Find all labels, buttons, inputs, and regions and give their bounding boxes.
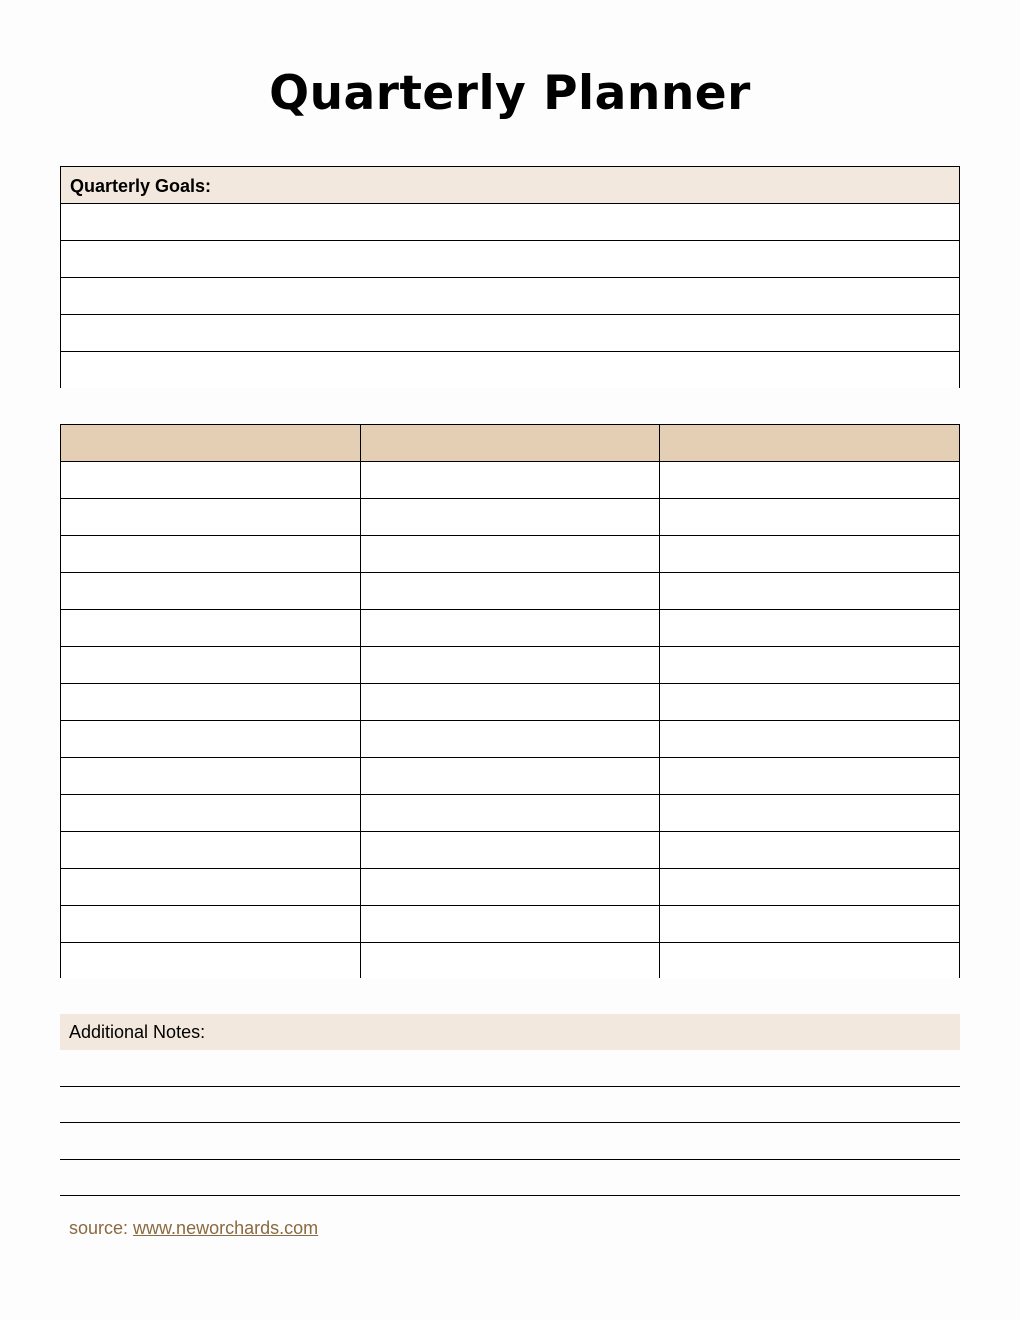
goal-entry-row[interactable] xyxy=(61,352,959,388)
planner-table-cell[interactable] xyxy=(660,721,959,757)
planner-table-header-cell[interactable] xyxy=(61,425,361,461)
goal-entry-row[interactable] xyxy=(61,204,959,241)
planner-table-cell[interactable] xyxy=(361,832,661,868)
planner-table-row xyxy=(61,758,959,795)
planner-table-cell[interactable] xyxy=(660,499,959,535)
planner-table-header-cell[interactable] xyxy=(361,425,661,461)
planner-table-row xyxy=(61,536,959,573)
additional-notes-header: Additional Notes: xyxy=(60,1014,960,1050)
planner-table-row xyxy=(61,647,959,684)
planner-table-cell[interactable] xyxy=(660,795,959,831)
planner-table-cell[interactable] xyxy=(361,499,661,535)
planner-table-cell[interactable] xyxy=(361,684,661,720)
planner-table-cell[interactable] xyxy=(660,536,959,572)
planner-table-row xyxy=(61,573,959,610)
planner-table-cell[interactable] xyxy=(660,943,959,978)
page-title: Quarterly Planner xyxy=(269,66,751,121)
planner-table-cell[interactable] xyxy=(660,462,959,498)
planner-table-cell[interactable] xyxy=(61,462,361,498)
planner-table-cell[interactable] xyxy=(61,906,361,942)
note-line[interactable] xyxy=(60,1160,960,1197)
note-line[interactable] xyxy=(60,1087,960,1124)
planner-table-cell[interactable] xyxy=(61,684,361,720)
planner-table-row xyxy=(61,943,959,978)
planner-table-cell[interactable] xyxy=(660,684,959,720)
planner-table-row xyxy=(61,906,959,943)
planner-table-row xyxy=(61,795,959,832)
planner-table-cell[interactable] xyxy=(361,906,661,942)
quarterly-goals-rows xyxy=(61,204,959,388)
planner-table-cell[interactable] xyxy=(660,610,959,646)
source-prefix: source: xyxy=(69,1218,129,1238)
planner-table-row xyxy=(61,869,959,906)
planner-table-row xyxy=(61,610,959,647)
planner-table-cell[interactable] xyxy=(61,499,361,535)
note-line[interactable] xyxy=(60,1050,960,1087)
planner-table-cell[interactable] xyxy=(61,647,361,683)
planner-table-cell[interactable] xyxy=(660,869,959,905)
quarterly-goals-header: Quarterly Goals: xyxy=(61,167,959,204)
planner-table-cell[interactable] xyxy=(61,832,361,868)
planner-table-cell[interactable] xyxy=(361,869,661,905)
planner-table-row xyxy=(61,832,959,869)
planner-table-cell[interactable] xyxy=(660,906,959,942)
quarterly-goals-box xyxy=(60,166,960,388)
planner-table-cell[interactable] xyxy=(361,795,661,831)
goal-entry-row[interactable] xyxy=(61,278,959,315)
planner-table-cell[interactable] xyxy=(361,943,661,978)
planner-table-cell[interactable] xyxy=(660,647,959,683)
planner-table-cell[interactable] xyxy=(361,536,661,572)
goal-entry-row[interactable] xyxy=(61,315,959,352)
goal-entry-row[interactable] xyxy=(61,241,959,278)
planner-table-header-cell[interactable] xyxy=(660,425,959,461)
planner-table-cell[interactable] xyxy=(361,647,661,683)
additional-notes-lines xyxy=(60,1050,960,1196)
source-credit xyxy=(69,1218,318,1239)
planner-table-row xyxy=(61,499,959,536)
planner-table-cell[interactable] xyxy=(61,536,361,572)
planner-table-cell[interactable] xyxy=(660,758,959,794)
planner-table-cell[interactable] xyxy=(61,610,361,646)
planner-table-row xyxy=(61,684,959,721)
planner-table-cell[interactable] xyxy=(361,462,661,498)
planner-table-cell[interactable] xyxy=(660,573,959,609)
planner-table-cell[interactable] xyxy=(61,758,361,794)
planner-table-cell[interactable] xyxy=(61,869,361,905)
additional-notes-section xyxy=(60,1014,960,1196)
planner-table-cell[interactable] xyxy=(61,721,361,757)
planner-table-cell[interactable] xyxy=(361,573,661,609)
planner-table-row xyxy=(61,462,959,499)
source-link[interactable]: www.neworchards.com xyxy=(133,1218,319,1238)
planner-table-cell[interactable] xyxy=(61,795,361,831)
planner-table-cell[interactable] xyxy=(660,832,959,868)
planner-table-cell[interactable] xyxy=(61,943,361,978)
planner-table-row xyxy=(61,721,959,758)
planner-table-cell[interactable] xyxy=(361,610,661,646)
planner-table-cell[interactable] xyxy=(361,721,661,757)
planner-table-cell[interactable] xyxy=(61,573,361,609)
note-line[interactable] xyxy=(60,1123,960,1160)
planner-table-header-row xyxy=(61,425,959,462)
planner-table-cell[interactable] xyxy=(361,758,661,794)
planner-table-body xyxy=(61,462,959,978)
planner-table xyxy=(60,424,960,978)
